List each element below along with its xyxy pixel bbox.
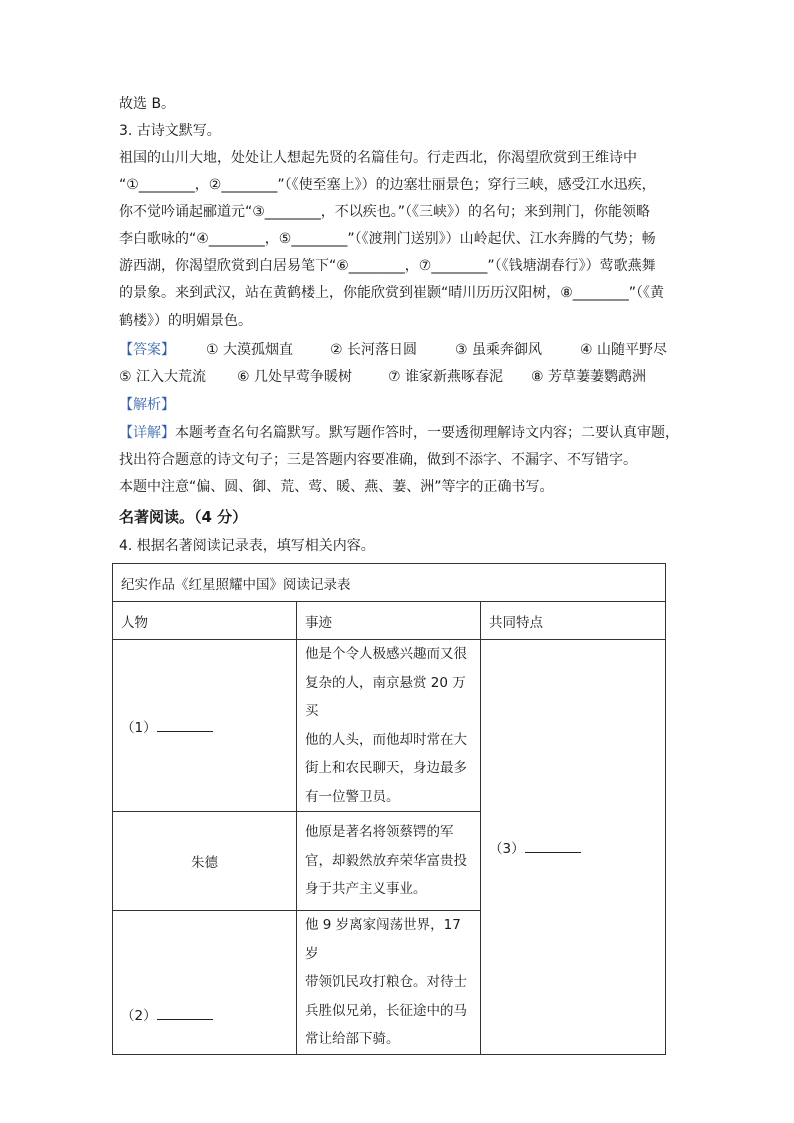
answer-item: ⑦ 谁家新燕啄春泥 <box>388 369 504 385</box>
answer-blank[interactable] <box>157 1007 213 1020</box>
analysis-text: 找出符合题意的诗文句子；三是答题内容要准确，做到不添字、不漏字、不写错字。 <box>119 452 637 468</box>
deeds-cell <box>297 911 481 1055</box>
blank-label: （2） <box>121 1007 157 1024</box>
answer-blank[interactable] <box>157 719 213 732</box>
question-4-title: 4. 根据名著阅读记录表，填写相关内容。 <box>119 538 375 554</box>
person-cell <box>113 911 297 1055</box>
person-cell <box>113 640 297 812</box>
text-line: 的景象。来到武汉，站在黄鹤楼上，你能欣赏到崔颢“晴川历历汉阳树，⑧________”（《黄 <box>119 285 665 301</box>
answer-item: ⑤ 江入大荒流 <box>119 369 207 385</box>
common-trait-cell <box>481 640 666 1055</box>
table-title: 纪实作品《红星照耀中国》阅读记录表 <box>113 564 666 602</box>
text-line: 游西湖，你渴望欣赏到白居易笔下“⑥________，⑦________”（《钱塘湖春行》）莺歌燕舞 <box>119 258 656 274</box>
answer-item: ① 大漠孤烟直 <box>206 342 294 358</box>
deeds-line: 带领饥民攻打粮仓。对待士 <box>305 974 467 990</box>
answer-blank[interactable] <box>525 840 581 853</box>
deeds-line: 官，却毅然放弃荣华富贵投 <box>305 852 467 869</box>
answer-item: ② 长河落日圆 <box>330 342 418 358</box>
text-line: 祖国的山川大地，处处让人想起先贤的名篇佳句。行走西北，你渴望欣赏到王维诗中 <box>119 150 637 166</box>
column-header-common: 共同特点 <box>481 602 666 640</box>
table-row <box>113 640 666 812</box>
deeds-line: 常让给部下骑。 <box>305 1031 400 1047</box>
answer-item: ④ 山随平野尽 <box>580 342 668 358</box>
deeds-line: 兵胜似兄弟，长征途中的马 <box>305 1002 467 1019</box>
column-header-person: 人物 <box>113 602 297 640</box>
person-cell: 朱德 <box>113 812 297 911</box>
text-line: 李白歌咏的“④________，⑤________”（《渡荆门送别》）山岭起伏、江水奔腾的气势；畅 <box>119 231 656 247</box>
deeds-line: 他是个令人极感兴趣而又很 <box>305 646 467 662</box>
deeds-line: 街上和农民聊天，身边最多 <box>305 760 467 776</box>
deeds-cell <box>297 640 481 812</box>
answer-item: ③ 虽乘奔御风 <box>455 342 543 358</box>
blank-label: （3） <box>489 840 525 857</box>
deeds-line: 他原是著名将领蔡锷的军 <box>305 824 454 841</box>
analysis-text: 本题中注意“偏、圆、御、荒、莺、暖、燕、萋、洲”等字的正确书写。 <box>119 479 554 495</box>
text-line: 故选 B。 <box>119 96 176 112</box>
answer-item: ⑧ 芳草萋萋鹦鹉洲 <box>531 369 647 385</box>
deeds-line: 有一位警卫员。 <box>305 788 400 805</box>
deeds-cell <box>297 812 481 911</box>
text-line: 鹤楼》）的明媚景色。 <box>119 313 252 329</box>
analysis-detail <box>119 420 679 446</box>
deeds-line: 他 9 岁离家闯荡世界，17 岁 <box>305 917 461 962</box>
section-title: 名著阅读。（4 分） <box>119 508 248 526</box>
deeds-line: 身于共产主义事业。 <box>305 881 427 898</box>
column-header-deeds: 事迹 <box>297 602 481 640</box>
detail-label: 【详解】 <box>119 425 175 441</box>
reading-record-table <box>112 563 666 1055</box>
text-line: “①________，②________”（《使至塞上》）的边塞壮丽景色；穿行三峡，感受江水迅疾， <box>119 177 656 193</box>
answer-label: 【答案】 <box>119 342 175 358</box>
deeds-line: 他的人头，而他却时常在大 <box>305 731 467 748</box>
detail-text: 本题考查名句名篇默写。默写题作答时，一要透彻理解诗文内容；二要认真审题， <box>175 425 679 441</box>
deeds-line: 复杂的人，南京悬赏 20 万买 <box>305 674 466 719</box>
blank-label: （1） <box>121 719 157 736</box>
answer-item: ⑥ 几处早莺争暖树 <box>237 369 353 385</box>
analysis-label: 【解析】 <box>119 397 175 413</box>
question-3-title: 3. 古诗文默写。 <box>119 123 221 139</box>
text-line: 你不觉吟诵起郦道元“③________，不以疾也。”（《三峡》）的名句；来到荆门，你能领略 <box>119 204 651 220</box>
